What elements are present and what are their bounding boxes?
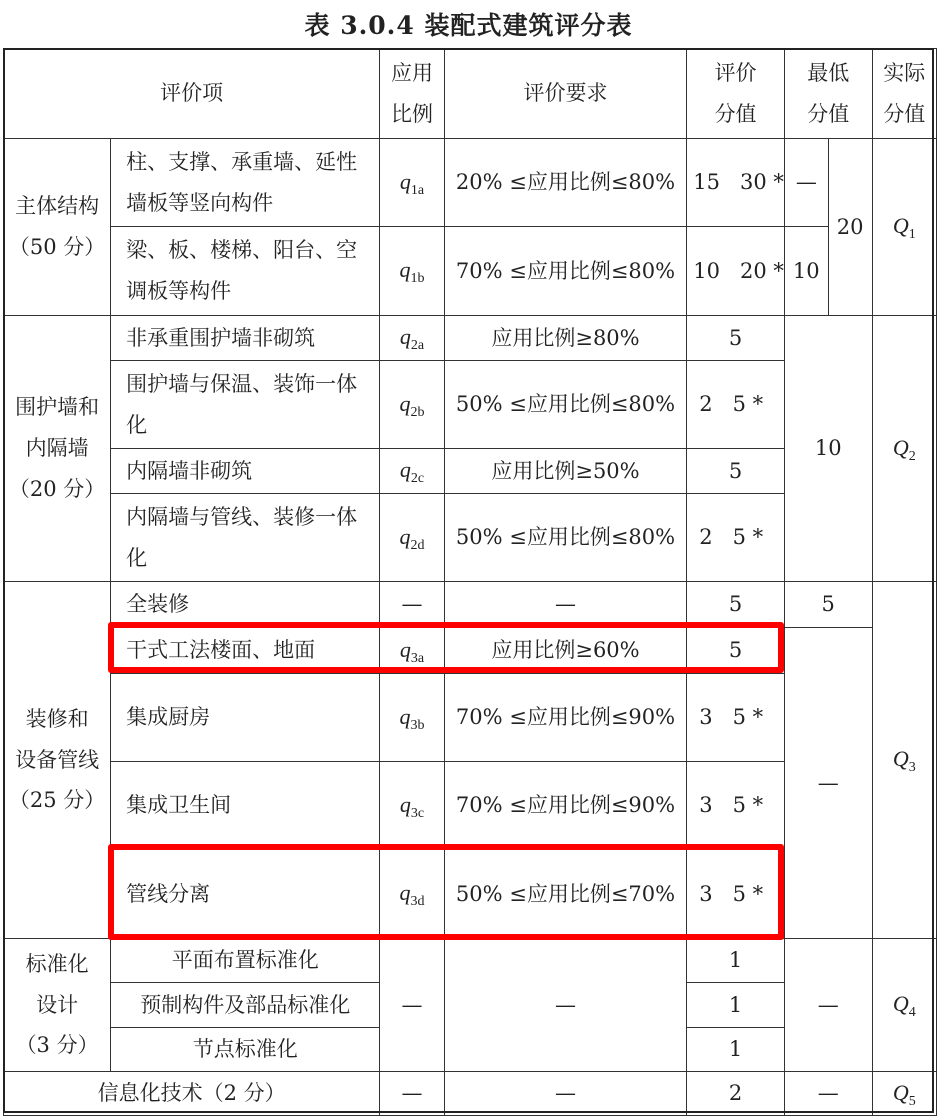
- min-cell: —: [784, 139, 828, 227]
- category-main-structure: 主体结构 （50 分）: [4, 139, 111, 316]
- item-cell: 节点标准化: [111, 1028, 380, 1072]
- actual-main: $Q_1$: [872, 139, 936, 316]
- category-decoration: 装修和 设备管线 （25 分）: [4, 582, 111, 939]
- category-walls: 围护墙和 内隔墙 （20 分）: [4, 316, 111, 582]
- min-total-decoration: —: [784, 628, 872, 939]
- table-row: [4, 227, 937, 316]
- table-header-row: [4, 49, 937, 139]
- score-cell: 2 5 *: [687, 361, 785, 449]
- score-cell: 3 5 *: [687, 762, 785, 850]
- item-cell: 非承重围护墙非砌筑: [111, 316, 380, 361]
- ratio-symbol: $q_{3c}$: [380, 762, 444, 850]
- requirement-cell: —: [444, 1072, 687, 1116]
- ratio-symbol: $q_{2d}$: [380, 494, 444, 582]
- item-cell: 预制构件及部品标准化: [111, 983, 380, 1028]
- score-cell: 5: [687, 582, 785, 628]
- score-cell: 1: [687, 983, 785, 1028]
- min-cell: 10: [784, 227, 828, 316]
- item-cell: 梁、板、楼梯、阳台、空调板等构件: [111, 227, 380, 316]
- requirement-cell: 20% ≤应用比例≤80%: [444, 139, 687, 227]
- requirement-cell: 50% ≤应用比例≤70%: [444, 850, 687, 939]
- item-cell: 内隔墙与管线、装修一体化: [111, 494, 380, 582]
- ratio-cell: —: [380, 1072, 444, 1116]
- score-cell: 1: [687, 939, 785, 983]
- score-cell: 3 5 *: [687, 674, 785, 762]
- actual-standardization: $Q_4$: [872, 939, 936, 1072]
- item-cell: 管线分离: [111, 850, 380, 939]
- score-cell: 10 20 *: [687, 227, 785, 316]
- actual-decoration: $Q_3$: [872, 582, 936, 939]
- table-row: [4, 316, 937, 361]
- requirement-cell: 70% ≤应用比例≤90%: [444, 762, 687, 850]
- ratio-symbol: $q_{2c}$: [380, 449, 444, 494]
- ratio-symbol: $q_{1b}$: [380, 227, 444, 316]
- score-cell: 3 5 *: [687, 850, 785, 939]
- header-ratio: 应用 比例: [380, 49, 444, 139]
- min-total-standardization: —: [784, 939, 872, 1072]
- ratio-symbol: $q_{1a}$: [380, 139, 444, 227]
- table-row: [4, 139, 937, 227]
- score-cell: 15 30 *: [687, 139, 785, 227]
- item-cell: 干式工法楼面、地面: [111, 628, 380, 674]
- header-item: 评价项: [4, 49, 380, 139]
- item-cell: 集成厨房: [111, 674, 380, 762]
- score-cell: 5: [687, 628, 785, 674]
- requirement-cell: —: [444, 582, 687, 628]
- header-score: 评价 分值: [687, 49, 785, 139]
- requirement-cell: 应用比例≥60%: [444, 628, 687, 674]
- header-actual: 实际 分值: [872, 49, 936, 139]
- item-cell: 柱、支撑、承重墙、延性墙板等竖向构件: [111, 139, 380, 227]
- min-cell: —: [784, 1072, 872, 1116]
- table-row: [4, 939, 937, 983]
- requirement-cell: —: [444, 939, 687, 1072]
- table-row: [4, 582, 937, 628]
- item-cell: 围护墙与保温、装饰一体化: [111, 361, 380, 449]
- highlight-box-dry-floor: [108, 622, 784, 673]
- ratio-symbol: $q_{2b}$: [380, 361, 444, 449]
- requirement-cell: 70% ≤应用比例≤80%: [444, 227, 687, 316]
- item-cell: 全装修: [111, 582, 380, 628]
- score-cell: 5: [687, 316, 785, 361]
- header-requirement: 评价要求: [444, 49, 687, 139]
- ratio-cell: —: [380, 939, 444, 1072]
- min-cell: 5: [784, 582, 872, 628]
- ratio-symbol: $q_{3d}$: [380, 850, 444, 939]
- item-cell: 内隔墙非砌筑: [111, 449, 380, 494]
- table-title: 表 3.0.4 装配式建筑评分表: [304, 11, 633, 40]
- ratio-cell: —: [380, 582, 444, 628]
- score-cell: 2: [687, 1072, 785, 1116]
- requirement-cell: 50% ≤应用比例≤80%: [444, 361, 687, 449]
- ratio-symbol: $q_{3a}$: [380, 628, 444, 674]
- actual-walls: $Q_2$: [872, 316, 936, 582]
- table-row: [4, 1072, 937, 1116]
- category-standardization: 标准化 设计 （3 分）: [4, 939, 111, 1072]
- score-cell: 5: [687, 449, 785, 494]
- requirement-cell: 应用比例≥50%: [444, 449, 687, 494]
- requirement-cell: 应用比例≥80%: [444, 316, 687, 361]
- item-cell: 平面布置标准化: [111, 939, 380, 983]
- score-cell: 2 5 *: [687, 494, 785, 582]
- score-table: [3, 48, 937, 1116]
- min-total-main: 20: [828, 139, 872, 316]
- min-total-walls: 10: [784, 316, 872, 582]
- item-cell: 集成卫生间: [111, 762, 380, 850]
- header-min: 最低 分值: [784, 49, 872, 139]
- ratio-symbol: $q_{3b}$: [380, 674, 444, 762]
- requirement-cell: 50% ≤应用比例≤80%: [444, 494, 687, 582]
- highlight-box-pipe-separation: [108, 844, 784, 940]
- item-cell-info: 信息化技术（2 分）: [4, 1072, 380, 1116]
- requirement-cell: 70% ≤应用比例≤90%: [444, 674, 687, 762]
- actual-info: $Q_5$: [872, 1072, 936, 1116]
- score-cell: 1: [687, 1028, 785, 1072]
- ratio-symbol: $q_{2a}$: [380, 316, 444, 361]
